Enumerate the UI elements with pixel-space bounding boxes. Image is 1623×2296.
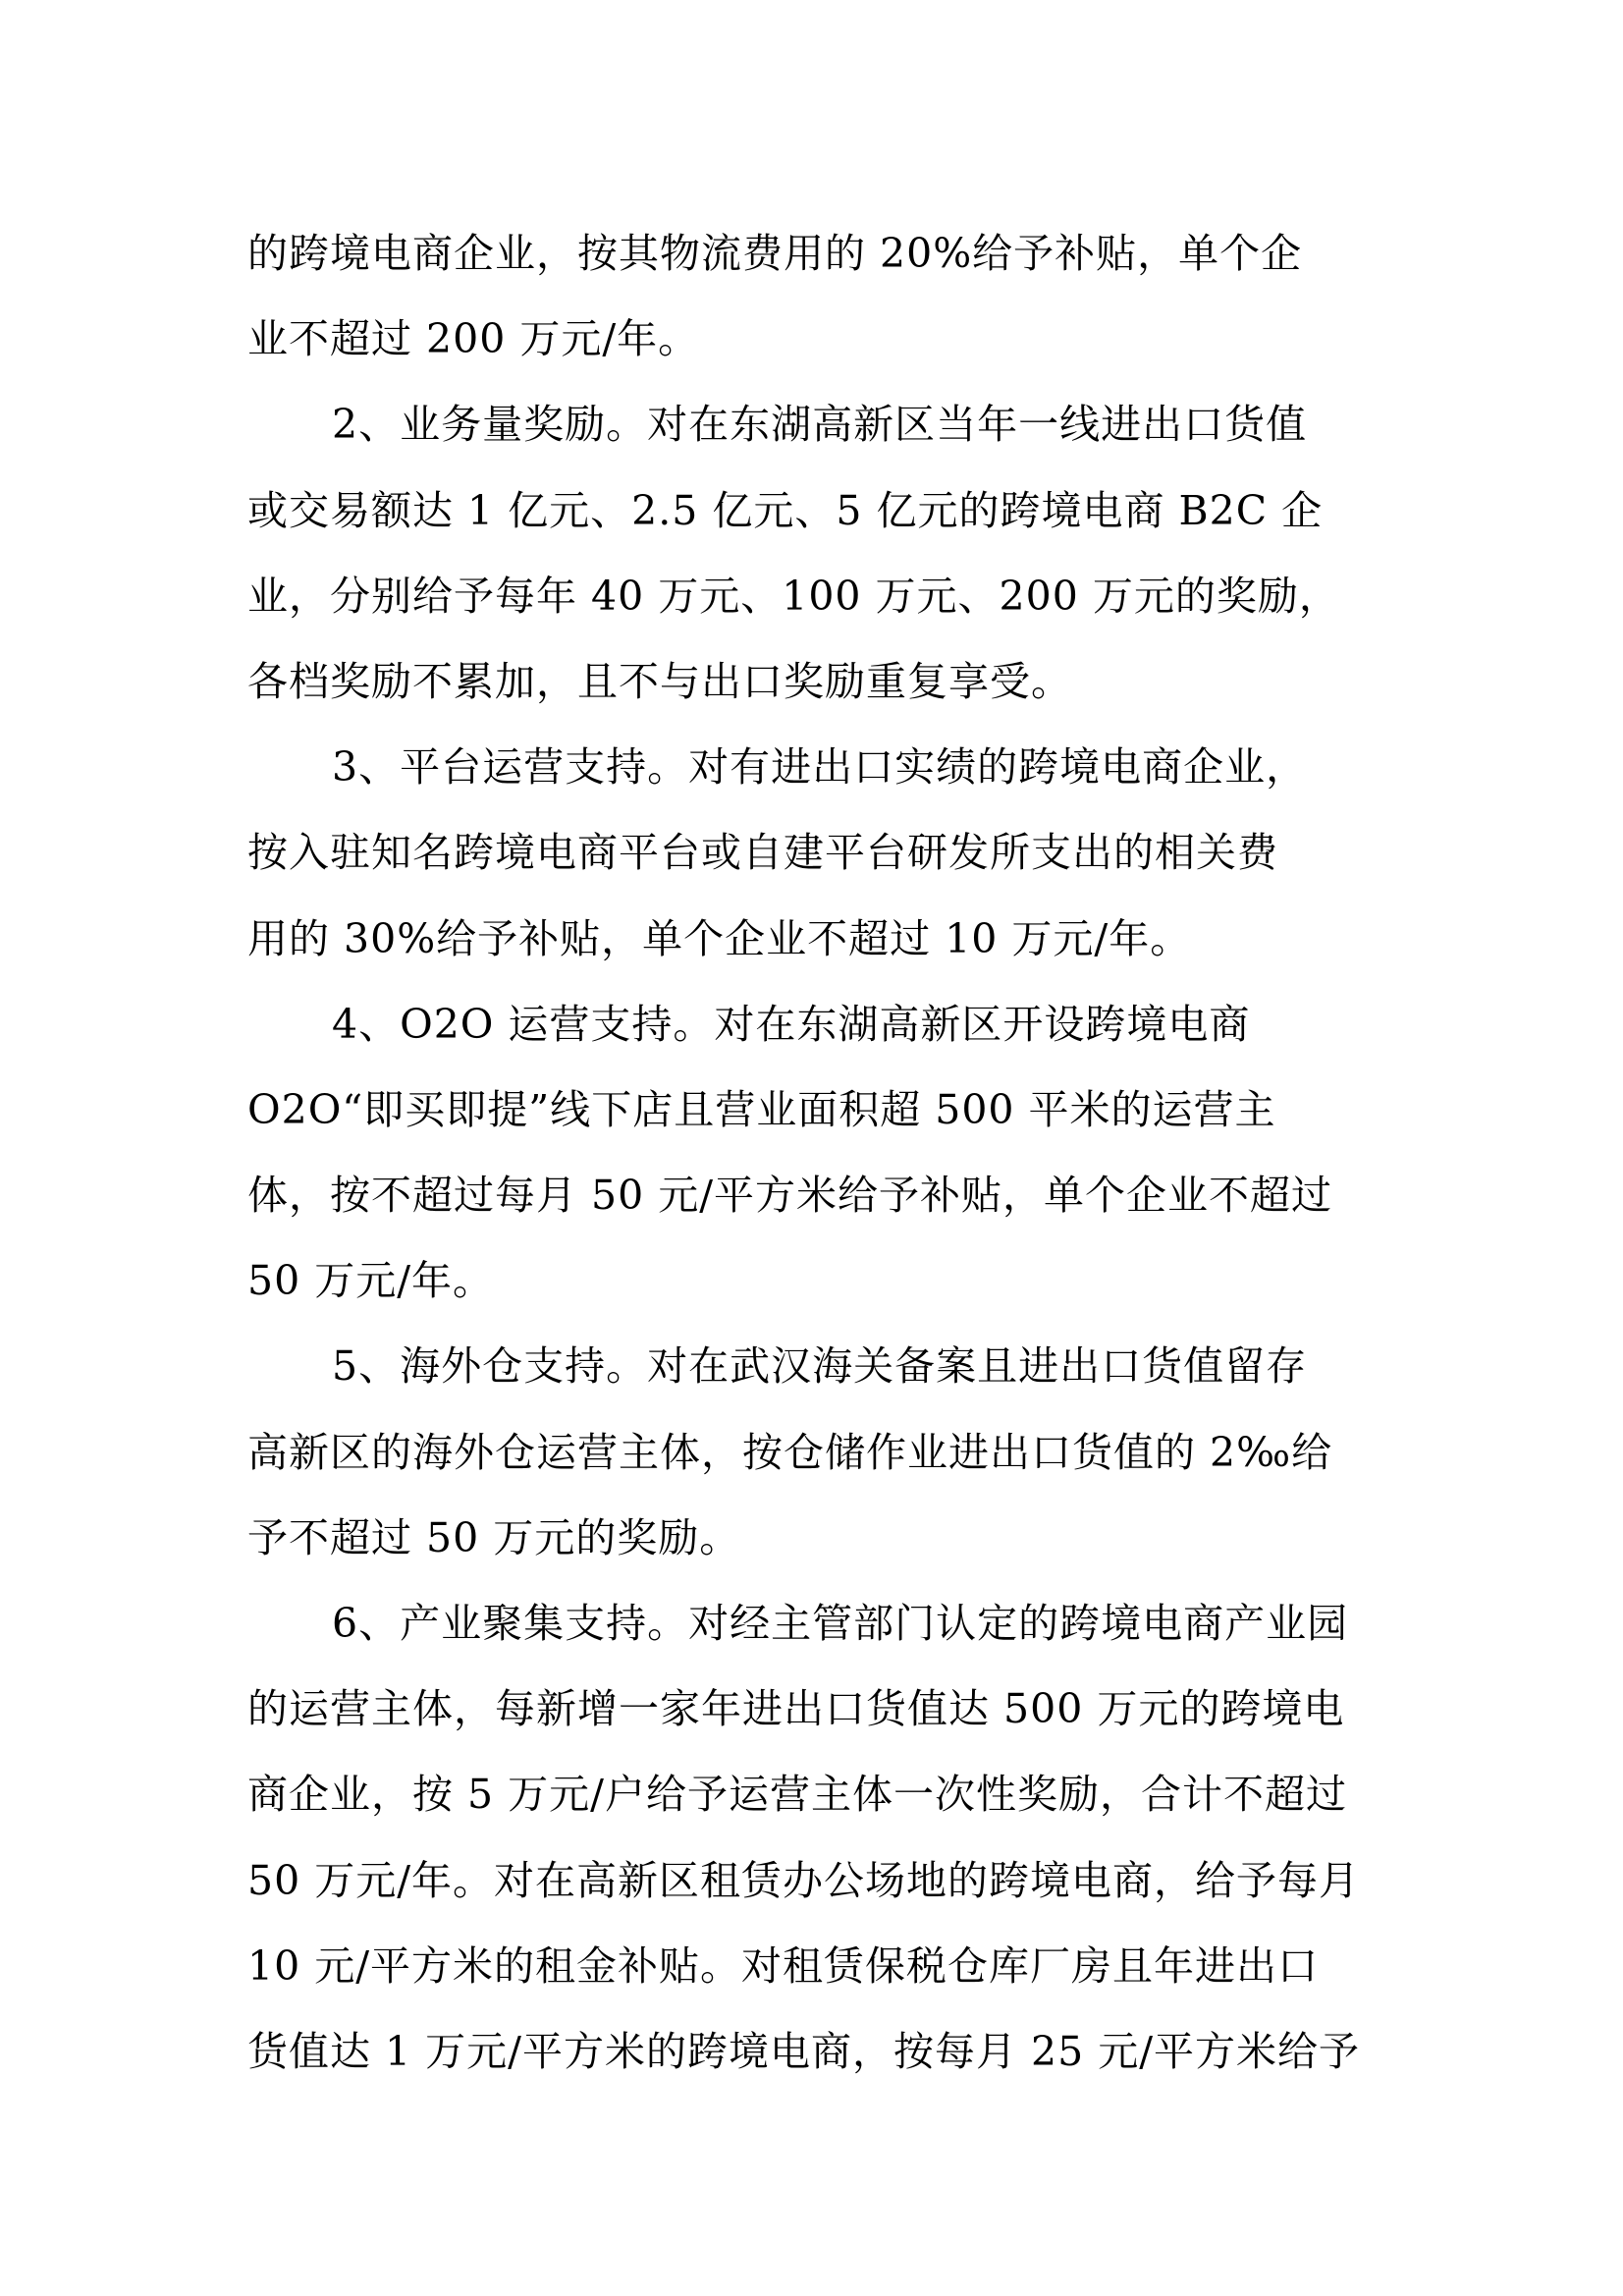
text-line: 货值达 1 万元/平方米的跨境电商，按每月 25 元/平方米给予 — [247, 2027, 1361, 2075]
text-line: 业不超过 200 万元/年。 — [247, 315, 700, 363]
text-line: 10 元/平方米的租金补贴。对租赁保税仓库厂房且年进出口 — [247, 1941, 1320, 1990]
text-line: 50 万元/年。 — [247, 1257, 495, 1305]
paragraph-first-line: 4、O2O 运营支持。对在东湖高新区开设跨境电商 — [332, 1000, 1251, 1048]
text-line: 50 万元/年。对在高新区租赁办公场地的跨境电商，给予每月 — [247, 1856, 1361, 1904]
paragraph-first-line: 6、产业聚集支持。对经主管部门认定的跨境电商产业园 — [332, 1600, 1349, 1647]
paragraph-first-line: 3、平台运营支持。对有进出口实绩的跨境电商企业， — [332, 743, 1308, 792]
text-line: 的跨境电商企业，按其物流费用的 20%给予补贴，单个企 — [247, 230, 1303, 277]
text-line: 予不超过 50 万元的奖励。 — [247, 1513, 741, 1561]
text-line: 按入驻知名跨境电商平台或自建平台研发所支出的相关费 — [247, 829, 1278, 877]
text-line: 或交易额达 1 亿元、2.5 亿元、5 亿元的跨境电商 B2C 企 — [247, 486, 1324, 534]
paragraph-first-line: 2、业务量奖励。对在东湖高新区当年一线进出口货值 — [332, 401, 1308, 449]
text-line: 体，按不超过每月 50 元/平方米给予补贴，单个企业不超过 — [247, 1172, 1333, 1220]
text-line: 用的 30%给予补贴，单个企业不超过 10 万元/年。 — [247, 914, 1192, 962]
text-line: O2O“即买即提”线下店且营业面积超 500 平米的运营主 — [247, 1085, 1276, 1133]
paragraph-first-line: 5、海外仓支持。对在武汉海关备案且进出口货值留存 — [332, 1342, 1308, 1391]
text-line: 各档奖励不累加，且不与出口奖励重复享受。 — [247, 657, 1072, 705]
text-line: 的运营主体，每新增一家年进出口货值达 500 万元的跨境电 — [247, 1685, 1345, 1733]
text-line: 商企业，按 5 万元/户给予运营主体一次性奖励，合计不超过 — [247, 1771, 1347, 1819]
text-line: 高新区的海外仓运营主体，按仓储作业进出口货值的 2‰给 — [247, 1428, 1333, 1476]
document-body — [247, 211, 1386, 2095]
text-line: 业，分别给予每年 40 万元、100 万元、200 万元的奖励， — [247, 572, 1340, 620]
